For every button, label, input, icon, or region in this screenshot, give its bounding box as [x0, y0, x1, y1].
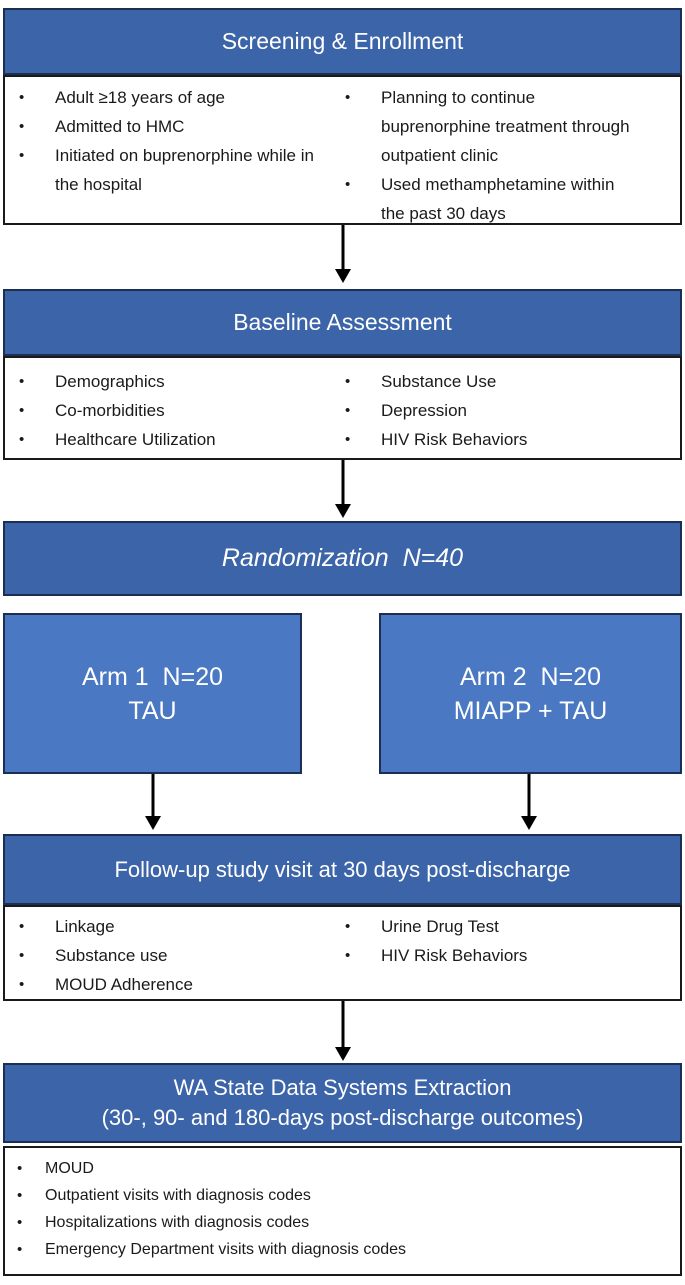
arm1-label: Arm 1 N=20	[81, 662, 224, 691]
list-item: • Used methamphetamine within the past 30 days	[341, 170, 641, 228]
list-item: • Emergency Department visits with diagnosis codes	[15, 1236, 665, 1263]
followup-items-box	[3, 905, 682, 1001]
list-item: • Depression	[341, 396, 641, 425]
list-item: • Admitted to HMC	[15, 112, 315, 141]
followup-header	[3, 834, 682, 905]
randomization-box	[3, 521, 682, 596]
list-item: • HIV Risk Behaviors	[341, 425, 641, 454]
list-item: • Initiated on buprenorphine while in the hospital	[15, 141, 315, 199]
arrow-followup-to-extraction	[333, 1001, 353, 1063]
arm1-treatment: TAU	[128, 696, 177, 725]
list-item: • MOUD Adherence	[15, 970, 315, 999]
list-item: • HIV Risk Behaviors	[341, 941, 641, 970]
screening-header	[3, 8, 682, 75]
followup-right-list	[341, 912, 641, 970]
followup-title: Follow-up study visit at 30 days post-discharge	[114, 857, 571, 882]
list-item: • Outpatient visits with diagnosis codes	[15, 1182, 665, 1209]
list-item: • Substance use	[15, 941, 315, 970]
arm1-box	[3, 613, 302, 774]
arrow-baseline-to-randomization	[333, 460, 353, 520]
list-item: • Planning to continue buprenorphine treatment through outpatient clinic	[341, 83, 641, 170]
randomization-text	[222, 544, 463, 573]
followup-left-list	[15, 912, 315, 999]
extraction-header	[3, 1063, 682, 1143]
arm2-label: Arm 2 N=20	[459, 662, 602, 691]
baseline-items-box	[3, 356, 682, 460]
screening-right-list	[341, 83, 641, 228]
extraction-items-box	[3, 1146, 682, 1276]
list-item: • Co-morbidities	[15, 396, 315, 425]
screening-left-list	[15, 83, 315, 199]
extraction-title-line2: (30-, 90- and 180-days post-discharge outcomes)	[101, 1105, 584, 1130]
randomization-label: Randomization	[221, 544, 389, 572]
arm2-box	[379, 613, 682, 774]
list-item: • Adult ≥18 years of age	[15, 83, 315, 112]
screening-criteria-box	[3, 75, 682, 225]
arrow-arm2-to-followup	[519, 774, 539, 834]
baseline-right-list	[341, 367, 641, 454]
baseline-title: Baseline Assessment	[233, 309, 452, 335]
list-item: • Hospitalizations with diagnosis codes	[15, 1209, 665, 1236]
screening-title: Screening & Enrollment	[221, 28, 464, 54]
arrow-screening-to-baseline	[333, 225, 353, 285]
list-item: • Linkage	[15, 912, 315, 941]
extraction-list	[15, 1155, 665, 1263]
baseline-left-list	[15, 367, 315, 454]
extraction-title-line1: WA State Data Systems Extraction	[173, 1075, 512, 1100]
list-item: • Demographics	[15, 367, 315, 396]
arrow-arm1-to-followup	[143, 774, 163, 834]
list-item: • Substance Use	[341, 367, 641, 396]
randomization-n: N=40	[402, 544, 464, 572]
list-item: • Urine Drug Test	[341, 912, 641, 941]
list-item: • Healthcare Utilization	[15, 425, 315, 454]
baseline-header	[3, 289, 682, 356]
arm2-treatment: MIAPP + TAU	[453, 696, 608, 725]
list-item: • MOUD	[15, 1155, 665, 1182]
